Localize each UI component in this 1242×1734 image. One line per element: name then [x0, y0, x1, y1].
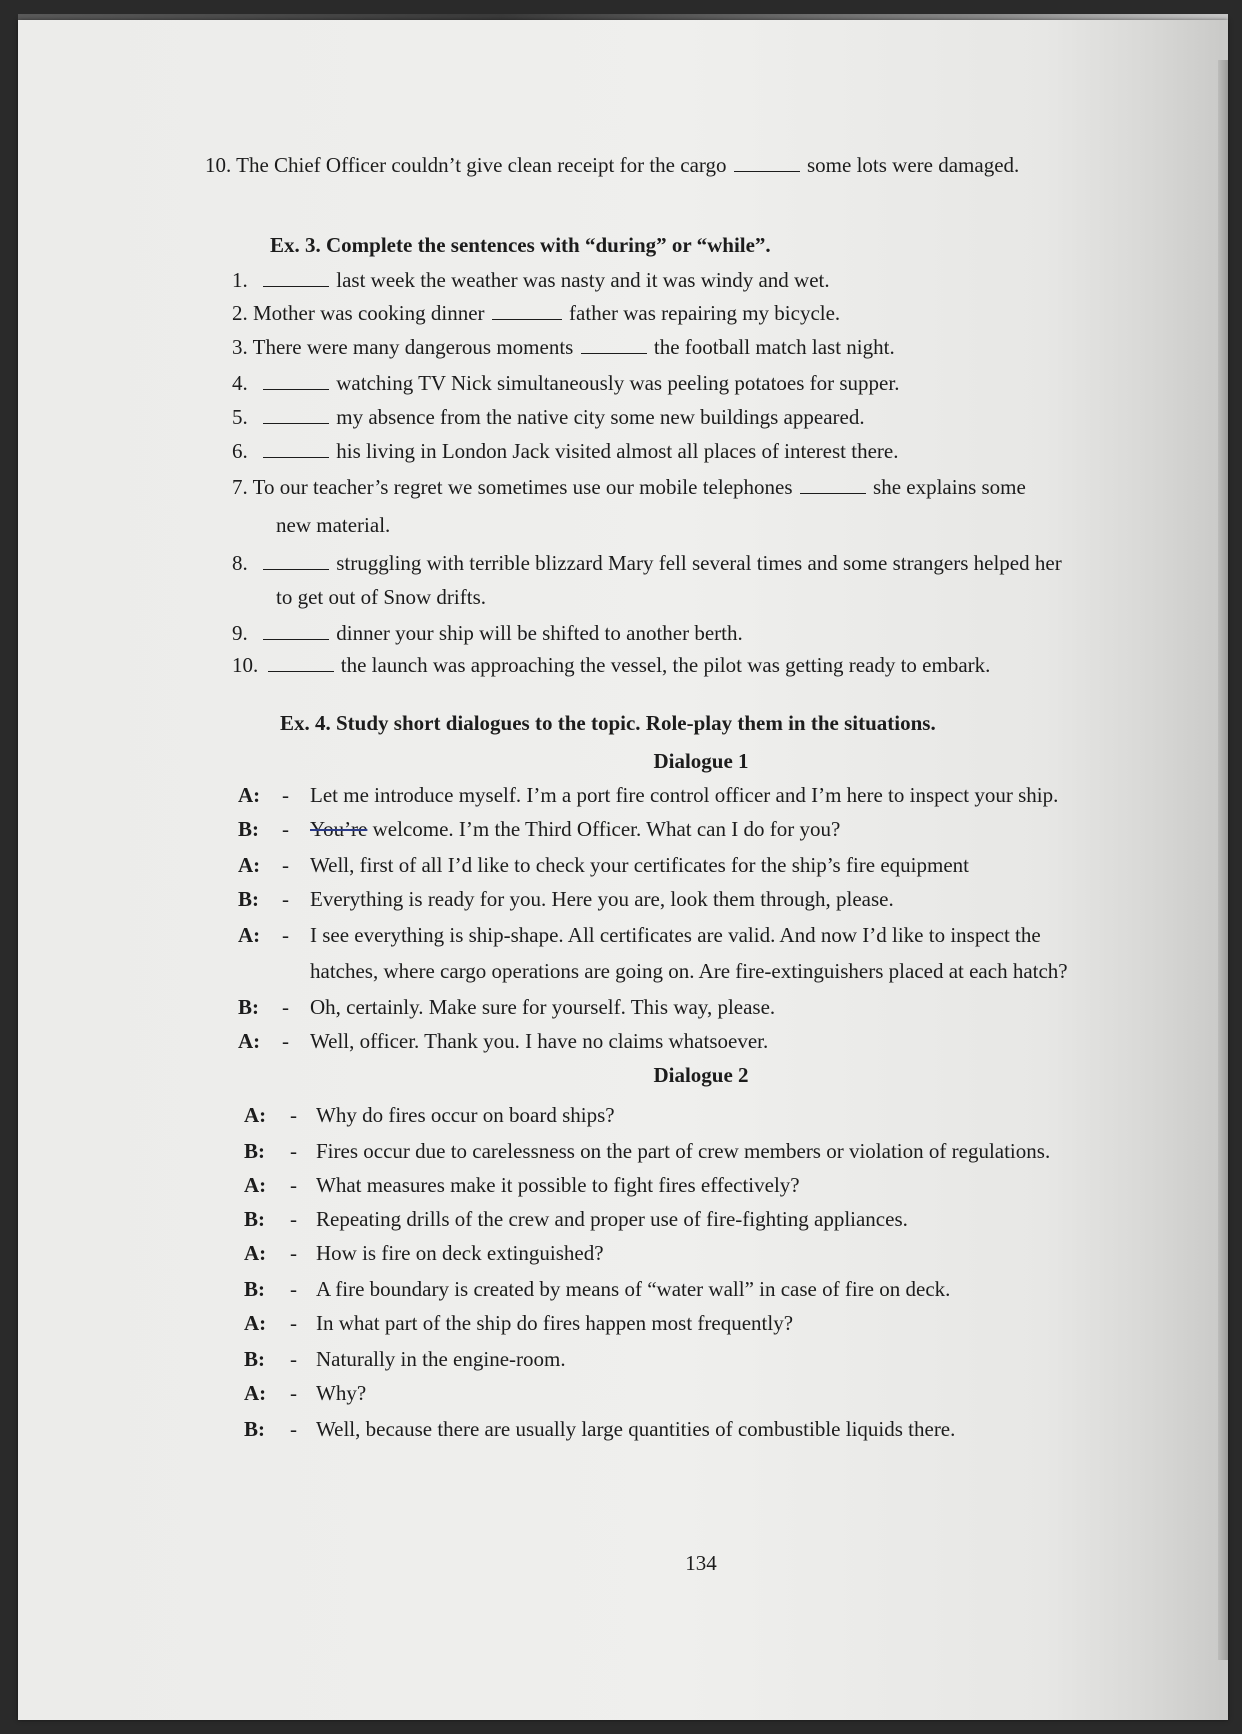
ex3-item-7-continuation: new material.: [276, 513, 391, 537]
dialogue-2-title: Dialogue 2: [653, 1063, 749, 1087]
answer-blank: [268, 653, 334, 672]
page-number: 134: [685, 1551, 717, 1575]
dialogue-text: Well, because there are usually large quantities of combustible liquids there.: [316, 1417, 956, 1441]
sentence-start: To our teacher’s regret we sometimes use our mobile telephones: [252, 475, 793, 499]
sentence-start: There were many dangerous moments: [252, 335, 574, 359]
answer-blank: [263, 371, 329, 390]
answer-blank: [734, 153, 800, 172]
item-number: 10.: [232, 653, 259, 677]
sentence-text: last week the weather was nasty and it was windy and wet.: [336, 268, 830, 292]
speaker-label: A:: [238, 853, 261, 877]
dash: -: [282, 783, 289, 807]
item-number: 1.: [232, 268, 248, 292]
ex3-item-6: [232, 438, 898, 464]
speaker-label: A:: [244, 1173, 267, 1197]
dialogue-text: How is fire on deck extinguished?: [316, 1241, 604, 1265]
ex3-item-2: [232, 300, 840, 326]
sentence-text: the launch was approaching the vessel, the pilot was getting ready to embark.: [340, 653, 991, 677]
dialogue-text: In what part of the ship do fires happen most frequently?: [316, 1311, 794, 1335]
dash: -: [290, 1311, 297, 1335]
dialogue-text: Well, first of all I’d like to check your certificates for the ship’s fire equipment: [310, 853, 969, 877]
dash: -: [290, 1207, 297, 1231]
dialogue-text: Fires occur due to carelessness on the part of crew members or violation of regulations.: [316, 1139, 1051, 1163]
dialogue-text: Let me introduce myself. I’m a port fire control officer and I’m here to inspect your ship.: [310, 783, 1059, 807]
item-number: 7.: [232, 475, 248, 499]
sentence-text: struggling with terrible blizzard Mary fell several times and some strangers helped her: [336, 551, 1062, 575]
dash: -: [290, 1417, 297, 1441]
speaker-label: B:: [238, 887, 259, 911]
dash: -: [282, 995, 289, 1019]
ex3-item-8: [232, 550, 1062, 576]
item-number: 8.: [232, 551, 248, 575]
dialogue-text: welcome. I’m the Third Officer. What can I do for you?: [372, 817, 841, 841]
answer-blank: [492, 301, 562, 320]
dash: -: [282, 923, 289, 947]
sentence-start: Mother was cooking dinner: [253, 301, 485, 325]
dialogue-text: Why?: [316, 1381, 367, 1405]
sentence-start: The Chief Officer couldn’t give clean receipt for the cargo: [236, 153, 727, 177]
item-number: 2.: [232, 301, 248, 325]
dash: -: [290, 1103, 297, 1127]
ex3-item-4: [232, 370, 899, 396]
ex3-item-8-continuation: to get out of Snow drifts.: [276, 585, 486, 609]
sentence-text: my absence from the native city some new buildings appeared.: [336, 405, 865, 429]
speaker-label: A:: [244, 1311, 267, 1335]
speaker-label: A:: [238, 923, 261, 947]
ex3-item-1: [232, 267, 830, 293]
dash: -: [290, 1381, 297, 1405]
dialogue-text: Well, officer. Thank you. I have no claims whatsoever.: [310, 1029, 769, 1053]
ex3-title: Ex. 3. Complete the sentences with “during” or “while”.: [270, 233, 771, 257]
item-number: 9.: [232, 621, 248, 645]
speaker-label: A:: [244, 1103, 267, 1127]
dash: -: [290, 1347, 297, 1371]
answer-blank: [263, 405, 329, 424]
dialogue-text: Naturally in the engine-room.: [316, 1347, 566, 1371]
prev-exercise-item-10: [205, 152, 1019, 178]
dialogue-text: Everything is ready for you. Here you are, look them through, please.: [310, 887, 894, 911]
dash: -: [282, 887, 289, 911]
speaker-label: B:: [238, 995, 259, 1019]
dialogue-text: I see everything is ship-shape. All certificates are valid. And now I’d like to inspect the: [310, 923, 1041, 947]
item-number: 10.: [205, 153, 232, 177]
sentence-end: she explains some: [873, 475, 1026, 499]
speaker-label: A:: [244, 1381, 267, 1405]
ex3-item-7: [232, 474, 1026, 500]
answer-blank: [263, 268, 329, 287]
answer-blank: [263, 439, 329, 458]
ex3-item-9: [232, 620, 743, 646]
dialogue-text: What measures make it possible to fight fires effectively?: [316, 1173, 800, 1197]
item-number: 3.: [232, 335, 248, 359]
struck-word: You’re: [310, 817, 368, 841]
ex3-item-5: [232, 404, 865, 430]
speaker-label: B:: [238, 817, 259, 841]
speaker-label: B:: [244, 1347, 265, 1371]
sentence-end: some lots were damaged.: [807, 153, 1020, 177]
dialogue-text: Repeating drills of the crew and proper use of fire-fighting appliances.: [316, 1207, 908, 1231]
answer-blank: [800, 475, 866, 494]
ex3-item-3: [232, 334, 895, 360]
speaker-label: B:: [244, 1277, 265, 1301]
dialogue-text: A fire boundary is created by means of “water wall” in case of fire on deck.: [316, 1277, 951, 1301]
speaker-label: B:: [244, 1207, 265, 1231]
sentence-end: the football match last night.: [653, 335, 895, 359]
dash: -: [290, 1173, 297, 1197]
speaker-label: A:: [238, 783, 261, 807]
sentence-text: watching TV Nick simultaneously was peeling potatoes for supper.: [336, 371, 900, 395]
ex4-title: Ex. 4. Study short dialogues to the topic. Role-play them in the situations.: [280, 711, 936, 735]
dash: -: [290, 1241, 297, 1265]
sentence-text: his living in London Jack visited almost all places of interest there.: [336, 439, 899, 463]
sentence-end: father was repairing my bicycle.: [569, 301, 841, 325]
speaker-label: B:: [244, 1139, 265, 1163]
dialogue-text-wrap: [310, 816, 840, 842]
dialogue-1-line-5-continuation: hatches, where cargo operations are going on. Are fire-extinguishers placed at each hatch?: [310, 959, 1068, 983]
ex3-item-10: [232, 652, 990, 678]
dash: -: [290, 1277, 297, 1301]
sentence-text: dinner your ship will be shifted to another berth.: [336, 621, 743, 645]
dialogue-1-title: Dialogue 1: [653, 749, 749, 773]
answer-blank: [263, 621, 329, 640]
dash: -: [290, 1139, 297, 1163]
speaker-label: A:: [238, 1029, 261, 1053]
dialogue-text: Why do fires occur on board ships?: [316, 1103, 615, 1127]
item-number: 6.: [232, 439, 248, 463]
item-number: 5.: [232, 405, 248, 429]
speaker-label: B:: [244, 1417, 265, 1441]
item-number: 4.: [232, 371, 248, 395]
dash: -: [282, 853, 289, 877]
answer-blank: [581, 335, 647, 354]
dash: -: [282, 817, 289, 841]
answer-blank: [263, 551, 329, 570]
dash: -: [282, 1029, 289, 1053]
speaker-label: A:: [244, 1241, 267, 1265]
dialogue-text: Oh, certainly. Make sure for yourself. This way, please.: [310, 995, 776, 1019]
